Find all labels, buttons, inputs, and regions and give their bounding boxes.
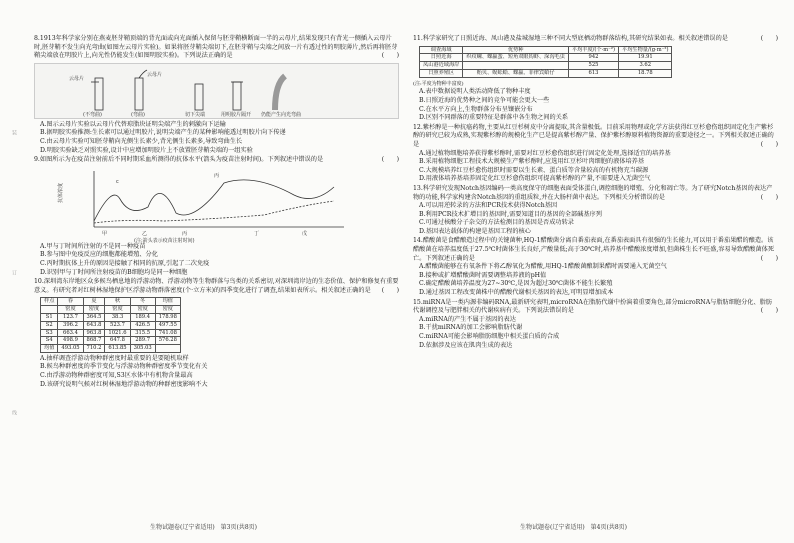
table-cell: 576.28 [155,337,180,345]
figure-caption: (注:箭头表示疫苗注射时间) [134,237,195,244]
option-b: B.候鸟种群密度的季节变化与浮游动物种群密度季节变化有关 [40,363,208,371]
table-cell: 963.8 [83,329,105,337]
table-cell: 647.8 [105,337,130,345]
option-c: C.确定醋酸菌培养温度为27~30℃,是因为超过30℃菌体不能生长繁殖 [419,280,613,288]
option-a: A.抽样调查浮游动物种群密度时最重要的是要随机取样 [40,354,189,362]
table-row [420,46,672,54]
option-c: C.丙时期抗体上升的原因是接触了相同的抗原,引起了二次免疫 [40,259,210,267]
table-header-cell: 秋 [105,298,130,306]
table-cell: 315.5 [130,329,155,337]
answer-paren: ( ) [760,307,778,315]
answer-paren: ( ) [381,156,399,164]
question-12 [413,124,778,184]
answer-paren: ( ) [381,52,399,60]
table-cell: 189.4 [130,313,155,321]
fig-label: 切下尖端 [185,111,206,118]
right-column [413,34,778,350]
question-15 [413,299,778,351]
table-header-cell [41,306,58,314]
table-cell: 426.5 [130,321,155,329]
option-d: D.用液体培养基培养固定化红豆杉愈伤组织可提高紫杉醇的产量,不需要进入无菌空气 [419,175,651,183]
table-header-cell: 调查海域 [420,46,463,54]
antibody-curve-diagram [58,165,364,244]
table-cell: 1021.6 [105,329,130,337]
table-cell: 613 [568,69,618,77]
question-13 [413,185,778,237]
option-a: A.甲与丁时间所注射的不是同一种疫苗 [40,242,146,250]
question-stem: 10.深圳湾东岸地区众多候鸟栖息地的浮游动物、浮游动物等生物群落与鸟类的关系密切,对深圳湾岸边的生态价值、保护和修复有重要意义。有研究者对红树林湿地保护区浮游动物群落密度(个·立方米)的四季变化进行了调查,结果如表所示。相关叙述正确的是 [34,278,399,294]
table-row [420,62,672,70]
option-b: B.日照近海的优势种之间的竞争可能会更大一些 [419,96,550,104]
table-cell: 523.7 [105,321,130,329]
table-cell: 364.5 [83,313,105,321]
table-cell: 贻贝、蜈蚣蛤、蜾蠃、菲律宾蛤仔 [463,69,569,77]
phototropism-figure [34,63,399,119]
option-a: A.miRNA的产生不属于基因的表达 [419,315,516,323]
option-c: C.在水平方向上,生物群落分布呈镶嵌分布 [419,105,533,113]
table-cell: 643.8 [83,321,105,329]
table-row [41,298,181,306]
question-9 [34,156,399,277]
benthic-community-table [419,46,672,78]
table-row [41,345,181,353]
fig-label: 云母片 [69,75,85,82]
table-cell: 18.78 [619,69,672,77]
option-c: C.可通过核酸分子杂交的方法检测目的基因是否成功转录 [419,219,574,227]
x-tick: 戊 [302,230,308,237]
table-cell: S1 [41,313,58,321]
option-a: A.表中数据说明人类活动降低了物种丰度 [419,88,531,96]
option-b: B.接种或扩增醋酸菌时需要调整培养液的pH值 [419,271,547,279]
table-header-cell: 平均生物量/(g·m⁻²) [619,46,672,54]
question-10 [34,278,399,389]
table-header-cell: 密度 [130,306,155,314]
option-c: C.由浮游动物种群密度可知,S3区水体中有机物含量最高 [40,372,193,380]
question-stem: 9.如图所示为在疫苗注射前后不同时期采血所测得的抗体水平(箭头为疫苗注射时间)。下列叙述中错误的是 [34,156,324,164]
table-cell: 178.98 [155,313,180,321]
table-header-cell: 夏 [83,298,105,306]
answer-paren: ( ) [760,254,778,262]
question-stem: 8.1913年科学家分别在燕麦胚芽鞘顶端的背光面或向光面插入保留与胚芽鞘横断面一半的云母片,结果发现只有背光一侧插入云母片时,胚芽鞘不发生向光弯曲(如图左云母片实验)。如果将胚芽鞘尖端切下,在胚芽鞘与尖端之间放一片有透过性的明胶薄片,然后再将胚芽鞘尖端放在明胶片上,向光性仍能发生(如图明胶实验)。下列说法正确的是 [34,35,398,60]
table-cell: S3 [41,329,58,337]
table-cell: 织纹螺、蜾蠃蜚、短角双眼钩虾、深沟毛虫 [463,54,569,62]
option-a: A.图示云母片实验以云母片代替琼脂块证明尖端产生的刺激向下运输 [40,120,226,128]
question-stem: 12.紫杉醇是一种抗癌药物,主要从红豆杉树皮中分离提取,其含量极低。目前采用物理或化学方法获得红豆杉愈伤组织固定化生产紫杉醇的研究已较为成熟,实现紫杉醇的规模化生产已是提高紫杉醇产量、保护紫杉醇原料植物资源的重要途径之一。下列相关叙述正确的是 [413,123,774,148]
table-cell: 3.62 [619,62,672,70]
option-d: D.该研究说明气候对红树林湿地浮游动物的种群密度影响不大 [40,380,208,388]
binding-label: 订 [11,270,17,275]
table-header-cell: 密度 [83,306,105,314]
option-a: A.通过植物细胞培养获得紫杉醇时,需要对红豆杉愈伤组织进行固定化处理,选择适宜的培养基 [419,149,671,157]
question-stem: 15.miRNA是一类内源非编码RNA,最新研究表明,microRNA在脂肪代谢中扮演着重要角色,部分microRNA与脂肪细胞分化、脂肪代谢调控及与肥胖相关的代谢疾病有关。下列说法错误的是 [413,298,773,315]
table-cell: 493.05 [58,345,83,353]
option-b: B.据明胶实验推测:生长素可以通过明胶片,说明尖端产生的某种影响能透过明胶片向下传递 [40,129,286,137]
table-row [41,313,181,321]
table-cell: 日照养殖区 [420,69,463,77]
option-b: B.采用植物细胞工程技术大规模生产紫杉醇时,应选用红豆杉叶肉细胞的液体培养基 [419,158,645,166]
option-d: D.依据涉及应该在肌肉生成的表达 [419,341,513,349]
table-cell: 613.85 [105,345,130,353]
answer-paren: ( ) [760,140,778,148]
binding-label: 线 [11,410,17,415]
table-note: (注:平度为物种丰富度) [413,80,464,87]
option-d: D.识别甲与丁时间所注射疫苗的B细胞均是同一种细胞 [40,268,188,276]
axis-label: 抗体浓度 [58,182,64,203]
table-row [41,337,181,345]
question-11 [413,35,778,123]
table-cell: 日照近海 [420,54,463,62]
table-cell: 19.91 [619,54,672,62]
option-a: A.可以用逆转录的方法和PCR技术获得Notch基因 [419,202,558,210]
fig-label: 用明胶片隔开 [221,111,252,118]
table-cell: 663.4 [58,329,83,337]
table-cell: 497.55 [155,321,180,329]
answer-paren: ( ) [760,35,778,42]
option-d: D.明胶实验缺乏对照实验,设计中应增加明胶片上不放置胚芽鞘尖端的一组实验 [40,146,253,154]
plankton-density-table [40,297,181,353]
x-tick: 丙 [182,230,188,237]
left-column [34,34,399,389]
option-c: C.miRNA可能会影响脂肪细胞中相关蛋白质的合成 [419,333,560,340]
x-tick: 乙 [142,230,148,237]
table-cell: 38.3 [105,313,130,321]
fig-label: 仍能产生向光弯曲 [261,111,302,118]
table-row [41,329,181,337]
peak-label: 丙 [214,172,220,179]
table-header-cell: 春 [58,298,83,306]
table-header-cell: 均值 [155,298,180,306]
table-cell: 305.03 [130,345,155,353]
peak-label: c [116,178,119,185]
table-row [41,306,181,314]
table-cell: S4 [41,337,58,345]
table-header-cell: 优势种 [463,46,569,54]
option-c: C.大规模培养红豆杉愈伤组织时需要以生长素、蛋白质等含量较高的有机物充当碳源 [419,166,649,174]
table-row [420,54,672,62]
table-cell: 123.7 [58,313,83,321]
table-cell: 396.2 [58,321,83,329]
table-row [41,321,181,329]
table-header-cell: 样点 [41,298,58,306]
table-header-cell: 冬 [130,298,155,306]
antibody-figure [34,165,399,243]
page-footer: 生物试题卷(辽宁省适用) 第3页(共8页) [150,524,257,531]
table-cell: 710.2 [83,345,105,353]
table-cell: 942 [568,54,618,62]
option-c: C.由云母片实验可知胚芽鞘向光侧生长素少,背光侧生长素多,导致弯曲生长 [40,137,243,145]
option-b: B.利用PCR技术扩增目的基因时,需要知道目的基因的全部碱基序列 [419,210,602,218]
fig-label: 云母片 [147,71,163,78]
question-stem: 13.科学研究发现Notch基因编码一类高度保守的细胞表面受体蛋白,调控细胞的增殖、分化和凋亡等。为了研究Notch基因的表达产物的功能,科学家构建含Notch基因的重组质粒,并在大肠杆菌中表达。下列相关分析错误的是 [413,184,773,201]
table-cell [463,62,569,70]
table-header-cell: 密度 [105,306,130,314]
table-cell [155,345,180,353]
x-tick: 甲 [102,230,108,237]
table-cell: 凤山港近域海岸 [420,62,463,70]
table-cell: 868.7 [83,337,105,345]
fig-label: (弯曲) [131,111,145,118]
table-cell: S2 [41,321,58,329]
table-cell: 525 [568,62,618,70]
binding-label: 装 [11,130,17,135]
option-d: D.区别不同群落的重要特征是群落中各生物之间的关系 [419,114,569,122]
x-tick: 丁 [254,230,260,237]
table-header-cell: 密度 [155,306,180,314]
option-a: A.醋酸菌能够在有氧条件下将乙醇氧化为醋酸,用HQ-1醋酸菌酿制果醋时需要通入无菌空气 [419,263,667,271]
answer-paren: ( ) [381,286,399,294]
table-cell: 498.9 [58,337,83,345]
table-cell: 741.08 [155,329,180,337]
option-d: D.通过基因工程改变菌株中的醋酸代谢相关基因的表达,可明显增加成本 [419,289,614,297]
question-14 [413,237,778,297]
table-header-cell: 平均丰度/(个·m⁻²) [568,46,618,54]
option-d: D.基因表达载体的构建是基因工程的核心 [419,227,531,235]
table-row [420,69,672,77]
option-b: B.参与图中免疫反应的细胞都能增殖、分化 [40,251,158,259]
page-footer: 生物试题卷(辽宁省适用) 第4页(共8页) [520,524,627,531]
table-cell: 289.7 [130,337,155,345]
phototropism-diagram [35,64,398,118]
table-header-cell: 密度 [58,306,83,314]
option-b: B.干扰miRNA的加工会影响脂肪代谢 [419,324,523,332]
question-stem: 14.醋酸菌是食醋酿造过程中的关键菌种,HQ-1醋酸菌分离自番茄表面,在番茄表面具有很强的生长能力,可以用于番茄果醋的酿造。该醋酸菌在培养温度低于27.5℃时菌体生长良好,产酸量低;高于30℃时,培养基中醋酸浓度增加,但菌株生长不旺盛,容易导致醋酸菌体死亡。下列叙述正确的是 [413,237,775,262]
fig-label: (不弯曲) [83,111,102,118]
table-cell: 均值 [41,345,58,353]
binding-line [10,20,20,520]
question-8 [34,35,399,155]
answer-paren: ( ) [760,193,778,201]
question-stem: 11.科学家研究了日照近海、凤山港及盐城湿地三种不同大型底栖动物群落结构,其研究结果如表。相关叙述错误的是 [413,35,728,42]
